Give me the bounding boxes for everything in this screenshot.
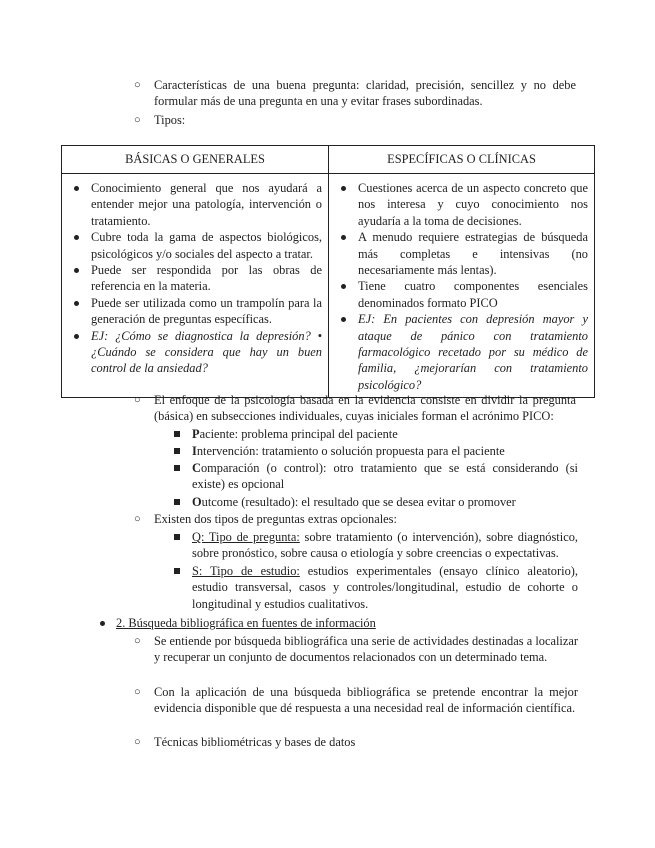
pico-intro: El enfoque de la psicología basada en la evidencia consiste en dividir la pregunta (básica) en subsecciones individuales, cuyas iniciales forman el acrónimo PICO:: [154, 393, 576, 424]
circle-bullet-icon: ○: [134, 79, 141, 91]
especificas-cell: [329, 174, 595, 398]
bullet-dot-icon: [74, 301, 79, 306]
square-bullet-icon: [174, 465, 180, 471]
section-2-item: Técnicas bibliométricas y bases de datos: [154, 735, 356, 749]
list-item: Cuestiones acerca de un aspecto concreto que nos interesa y cuyo conocimiento nos ayudaría a la toma de decisiones.: [335, 180, 588, 229]
bullet-dot-icon: [341, 284, 346, 289]
circle-bullet-icon: ○: [134, 736, 141, 748]
question-types-table: [61, 145, 595, 398]
bullet-dot-icon: [341, 317, 346, 322]
section-2-title: 2. Búsqueda bibliográfica en fuentes de información: [116, 616, 376, 630]
header-basicas: BÁSICAS O GENERALES: [62, 146, 329, 174]
extra-q-item: Q: Tipo de pregunta: sobre tratamiento (o intervención), sobre diagnóstico, sobre pronóstico, sobre causa o etiología y sobre creencias o expectativas.: [192, 530, 578, 561]
section-2-item: Se entiende por búsqueda bibliográfica una serie de actividades destinadas a localizar y recuperar un conjunto de documentos relacionados con un determinado tema.: [154, 634, 578, 665]
square-bullet-icon: [174, 431, 180, 437]
square-bullet-icon: [174, 499, 180, 505]
bullet-dot-icon: [341, 186, 346, 191]
list-item: A menudo requiere estrategias de búsqueda más completas e intensivas (no necesariamente más lentas).: [335, 229, 588, 278]
caracteristicas-text: Características de una buena pregunta: claridad, precisión, sencillez y no debe formular más de una pregunta en una y evitar frases subordinadas.: [154, 78, 576, 109]
list-item: Puede ser utilizada como un trampolín para la generación de preguntas específicas.: [68, 295, 322, 328]
section-2-item: Con la aplicación de una búsqueda bibliográfica se pretende encontrar la mejor evidencia disponible que dé respuesta a una necesidad real de información científica.: [154, 685, 578, 716]
bullet-dot-icon: [341, 235, 346, 240]
pico-item-paciente: Paciente: problema principal del paciente: [192, 427, 398, 441]
pico-item-comparacion: Comparación (o control): otro tratamiento que se está considerando (si existe) es opcional: [192, 461, 578, 492]
bullet-dot-icon: [74, 186, 79, 191]
circle-bullet-icon: ○: [134, 513, 141, 525]
bullet-dot-icon: [100, 621, 105, 626]
circle-bullet-icon: ○: [134, 635, 141, 647]
bullet-dot-icon: [74, 235, 79, 240]
pico-item-intervencion: Intervención: tratamiento o solución propuesta para el paciente: [192, 444, 505, 458]
circle-bullet-icon: ○: [134, 686, 141, 698]
bullet-dot-icon: [74, 268, 79, 273]
square-bullet-icon: [174, 568, 180, 574]
list-item: Conocimiento general que nos ayudará a entender mejor una patología, intervención o tratamiento.: [68, 180, 322, 229]
tipos-text: Tipos:: [154, 113, 186, 127]
pico-item-outcome: Outcome (resultado): el resultado que se desea evitar o promover: [192, 495, 516, 509]
extra-s-item: S: Tipo de estudio: estudios experimentales (ensayo clínico aleatorio), estudio transversal, casos y controles/longitudinal, estudio de cohorte o longitudinal y estudios cualitativos.: [192, 564, 578, 611]
bullet-dot-icon: [74, 334, 79, 339]
square-bullet-icon: [174, 448, 180, 454]
list-item: Cubre toda la gama de aspectos biológicos, psicológicos y/o sociales del aspecto a tratar.: [68, 229, 322, 262]
list-item-example: EJ: En pacientes con depresión mayor y ataque de pánico con tratamiento farmacológico recetado por su médico de familia, ¿mejorarían con tratamiento psicológico?: [335, 311, 588, 393]
circle-bullet-icon: ○: [134, 394, 141, 406]
list-item-example: EJ: ¿Cómo se diagnostica la depresión? • ¿Cuándo se considera que hay un buen control de la ansiedad?: [68, 328, 322, 377]
header-especificas: ESPECÍFICAS O CLÍNICAS: [329, 146, 595, 174]
basicas-cell: [62, 174, 329, 398]
list-item: Puede ser respondida por las obras de referencia en la materia.: [68, 262, 322, 295]
square-bullet-icon: [174, 534, 180, 540]
list-item: Tiene cuatro componentes esenciales denominados formato PICO: [335, 278, 588, 311]
circle-bullet-icon: ○: [134, 114, 141, 126]
extras-intro: Existen dos tipos de preguntas extras opcionales:: [154, 512, 397, 526]
